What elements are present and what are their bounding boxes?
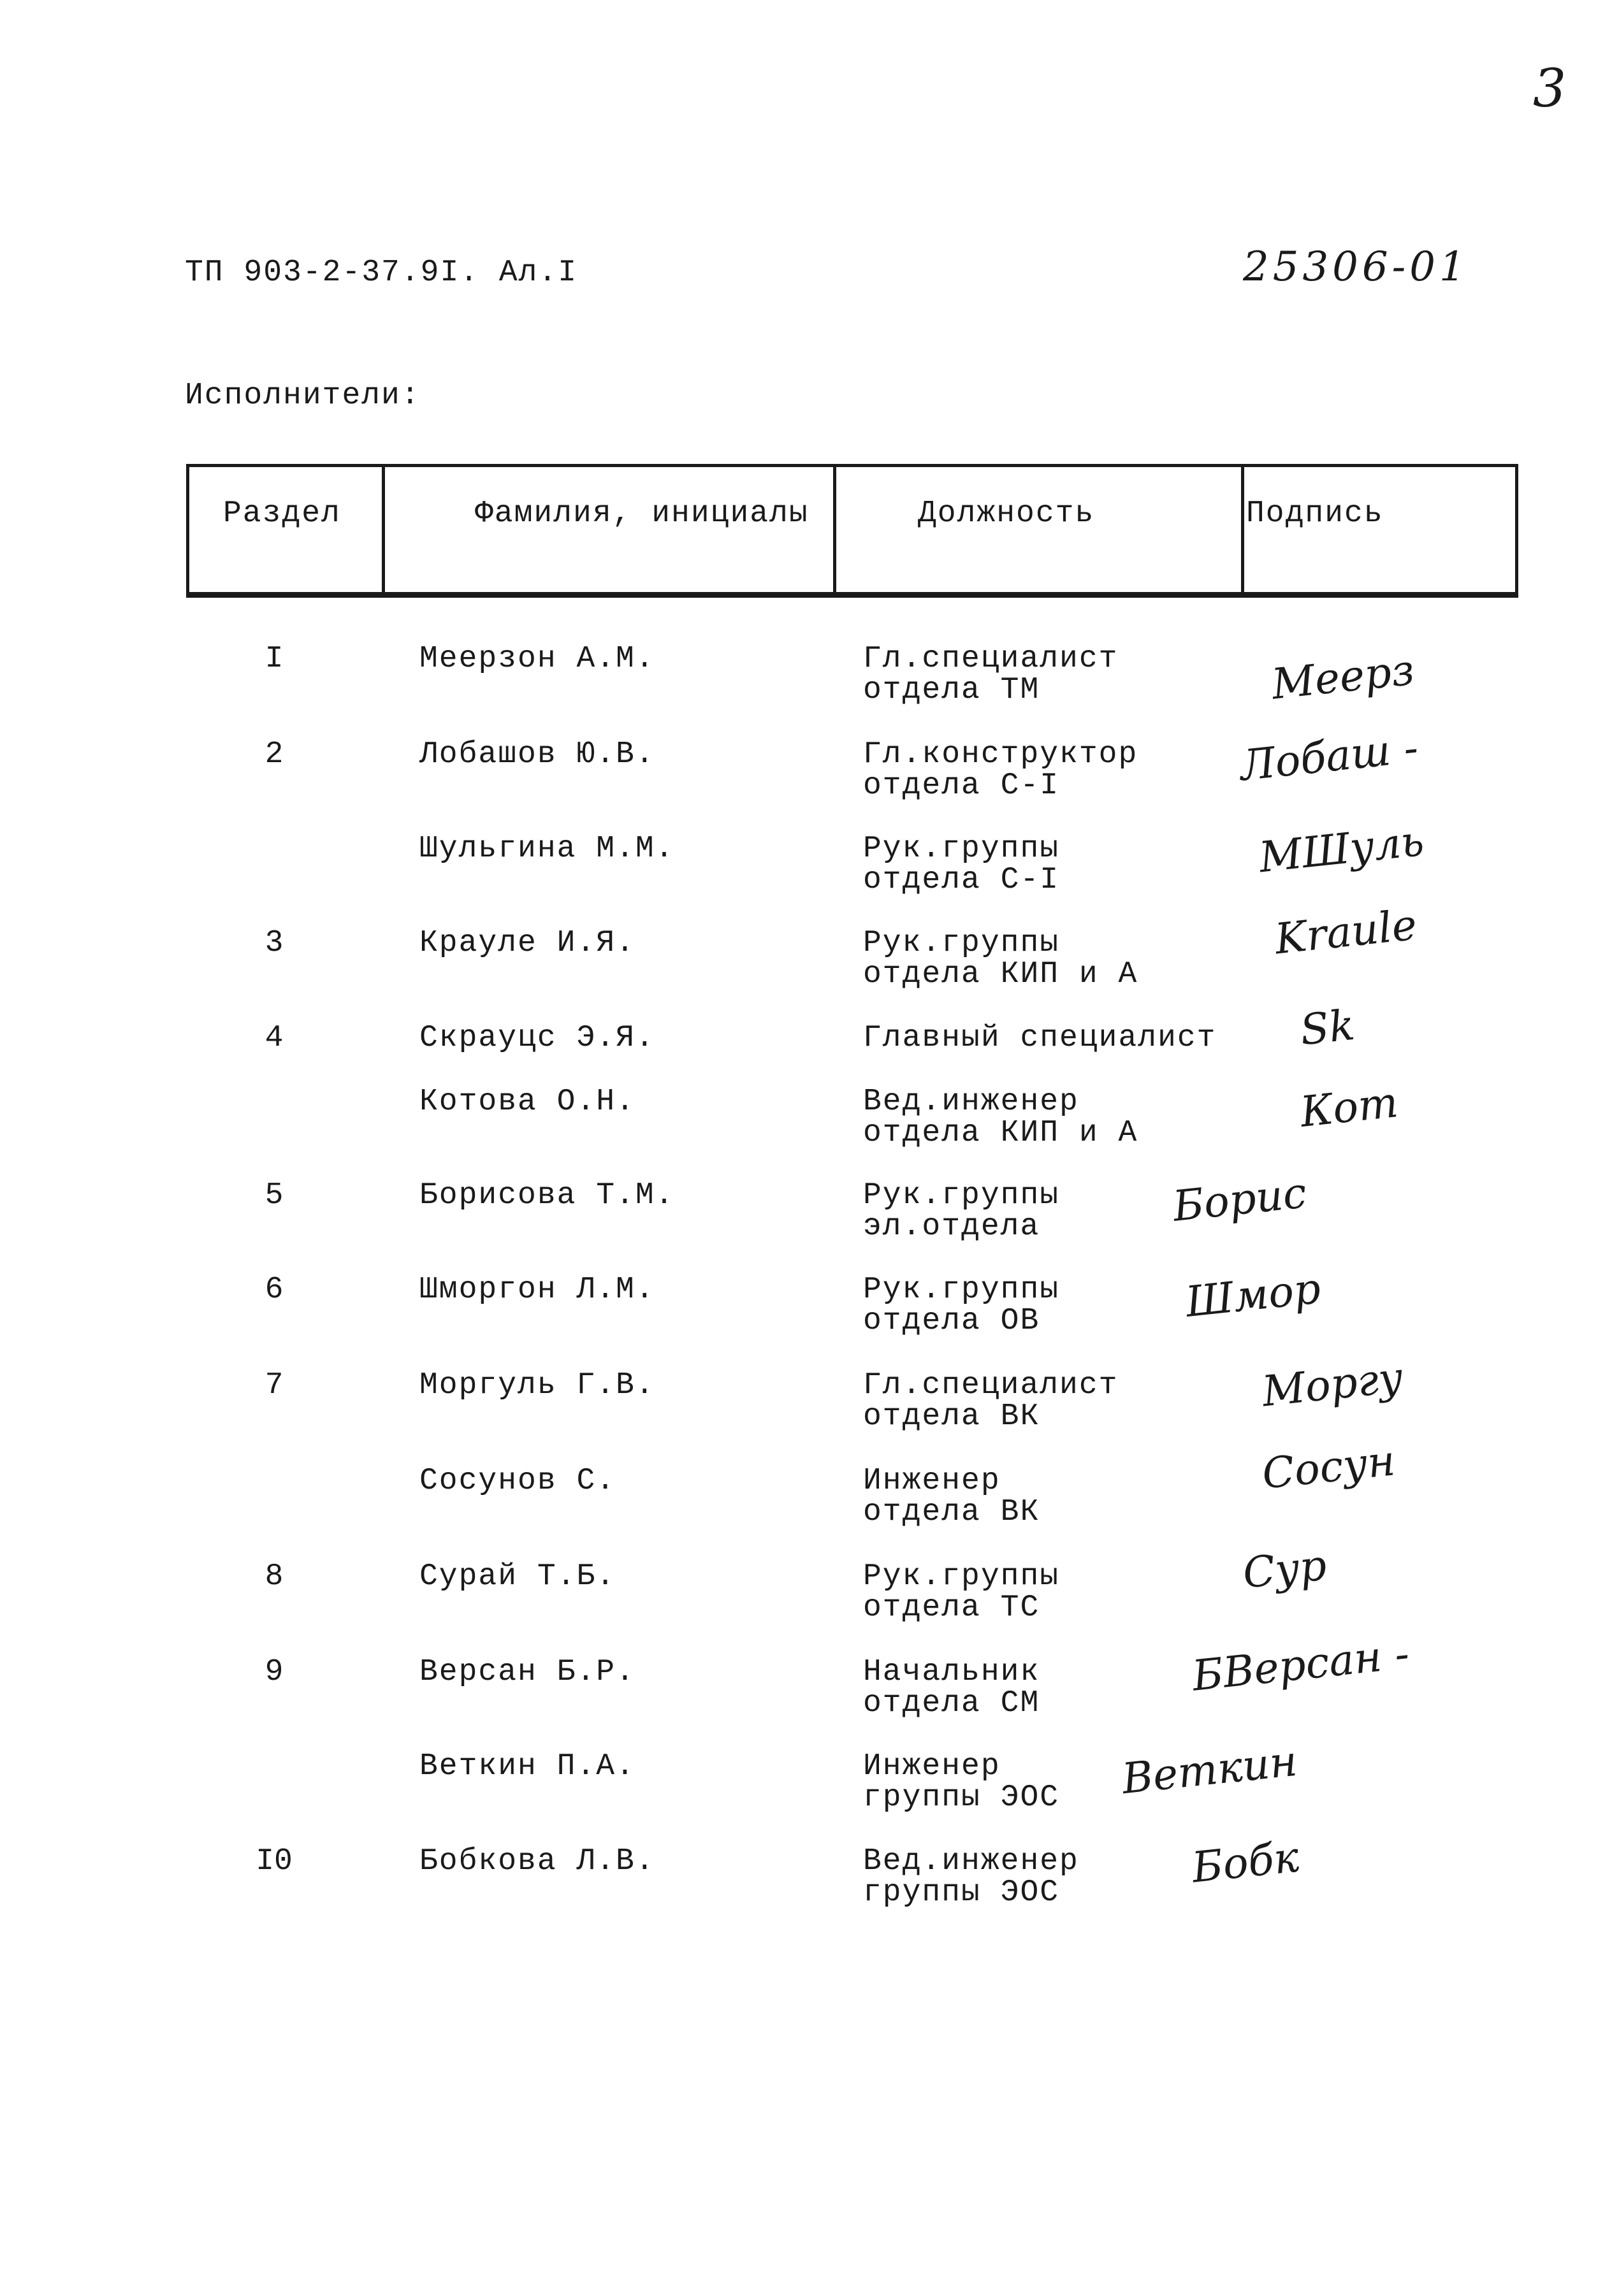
row-name: Крауле И.Я. [419, 926, 635, 960]
row-position-line1: Начальник [863, 1655, 1040, 1689]
row-position-line2: отдела ТМ [863, 673, 1040, 707]
column-header-section: Раздел [223, 496, 341, 531]
row-position-line1: Гл.конструктор [863, 737, 1138, 772]
handwritten-signature: Sk [1298, 1000, 1357, 1055]
row-position-line1: Главный специалист [863, 1021, 1217, 1055]
row-position-line2: отдела ТС [863, 1591, 1040, 1625]
handwritten-signature: Сосун [1260, 1436, 1398, 1499]
row-name: Сосунов С. [419, 1464, 616, 1498]
row-position-line2: отдела ОВ [863, 1304, 1040, 1338]
handwritten-signature: Борис [1170, 1168, 1309, 1231]
handwritten-signature: Веткин [1119, 1736, 1300, 1804]
column-header-name: Фамилия, инициалы [475, 496, 809, 531]
row-position-line2: отдела ВК [863, 1399, 1040, 1434]
row-name: Бобкова Л.В. [419, 1844, 655, 1879]
row-position-line1: Гл.специалист [863, 1368, 1119, 1403]
row-position-line2: группы ЭОС [863, 1780, 1060, 1815]
row-section: 6 [265, 1273, 284, 1307]
row-position-line1: Рук.группы [863, 832, 1060, 866]
handwritten-signature: Меерз [1269, 645, 1417, 709]
frame-divider-3 [1241, 464, 1244, 598]
frame-right-rule [1515, 464, 1518, 598]
row-name: Скрауцс Э.Я. [419, 1021, 655, 1055]
frame-bottom-rule [186, 592, 1518, 598]
row-section: 5 [265, 1178, 284, 1213]
row-name: Моргуль Г.В. [419, 1368, 655, 1403]
row-section: 3 [265, 926, 284, 960]
row-section: I0 [256, 1844, 293, 1879]
row-position-line1: Рук.группы [863, 926, 1060, 960]
row-position-line1: Гл.специалист [863, 642, 1119, 676]
row-section: 7 [265, 1368, 284, 1403]
handwritten-signature: Шмор [1183, 1264, 1323, 1327]
row-position-line2: отдела КИП и А [863, 957, 1138, 992]
column-header-position: Должность [918, 496, 1095, 531]
row-name: Лобашов Ю.В. [419, 737, 655, 772]
handwritten-signature: Бобк [1189, 1832, 1302, 1893]
row-position-line2: отдела ВК [863, 1495, 1040, 1529]
handwritten-signature: Лобаш - [1237, 723, 1421, 791]
row-section: 9 [265, 1655, 284, 1689]
row-section: I [265, 642, 284, 676]
handwritten-signature: БВерсан - [1189, 1629, 1412, 1701]
page-number: 3 [1533, 59, 1567, 119]
frame-top-rule [186, 464, 1518, 467]
column-header-signature: Подпись [1246, 496, 1384, 531]
row-name: Шморгон Л.М. [419, 1273, 655, 1307]
row-section: 4 [265, 1021, 284, 1055]
archive-number: 25306-01 [1243, 243, 1469, 291]
row-section: 2 [265, 737, 284, 772]
handwritten-signature: Моргу [1260, 1352, 1405, 1417]
frame-divider-1 [382, 464, 385, 598]
row-name: Шульгина М.М. [419, 832, 675, 866]
performers-heading: Исполнители: [185, 379, 421, 413]
table-header-frame [186, 464, 1518, 598]
frame-divider-2 [833, 464, 836, 598]
row-position-line1: Рук.группы [863, 1273, 1060, 1307]
handwritten-signature: Сур [1240, 1540, 1329, 1598]
handwritten-signature: Кот [1298, 1078, 1400, 1137]
row-position-line1: Вед.инженер [863, 1085, 1079, 1119]
row-position-line1: Инженер [863, 1749, 1001, 1784]
row-position-line1: Рук.группы [863, 1178, 1060, 1213]
row-position-line2: отдела СМ [863, 1686, 1040, 1721]
document-code: ТП 903-2-37.9I. Ал.I [185, 256, 578, 290]
row-position-line2: отдела С-I [863, 769, 1060, 803]
row-position-line2: отдела КИП и А [863, 1116, 1138, 1150]
row-name: Версан Б.Р. [419, 1655, 635, 1689]
row-section: 8 [265, 1559, 284, 1594]
handwritten-signature: МШуль [1256, 816, 1427, 883]
row-position-line2: группы ЭОС [863, 1875, 1060, 1910]
row-name: Меерзон А.М. [419, 642, 655, 676]
row-name: Веткин П.А. [419, 1749, 635, 1784]
row-position-line1: Инженер [863, 1464, 1001, 1498]
row-name: Котова О.Н. [419, 1085, 635, 1119]
row-position-line1: Рук.группы [863, 1559, 1060, 1594]
row-position-line1: Вед.инженер [863, 1844, 1079, 1879]
row-name: Борисова Т.М. [419, 1178, 675, 1213]
frame-left-rule [186, 464, 189, 598]
row-name: Сурай Т.Б. [419, 1559, 616, 1594]
row-position-line2: отдела С-I [863, 863, 1060, 897]
handwritten-signature: Kraule [1272, 900, 1419, 964]
row-position-line2: эл.отдела [863, 1209, 1040, 1244]
